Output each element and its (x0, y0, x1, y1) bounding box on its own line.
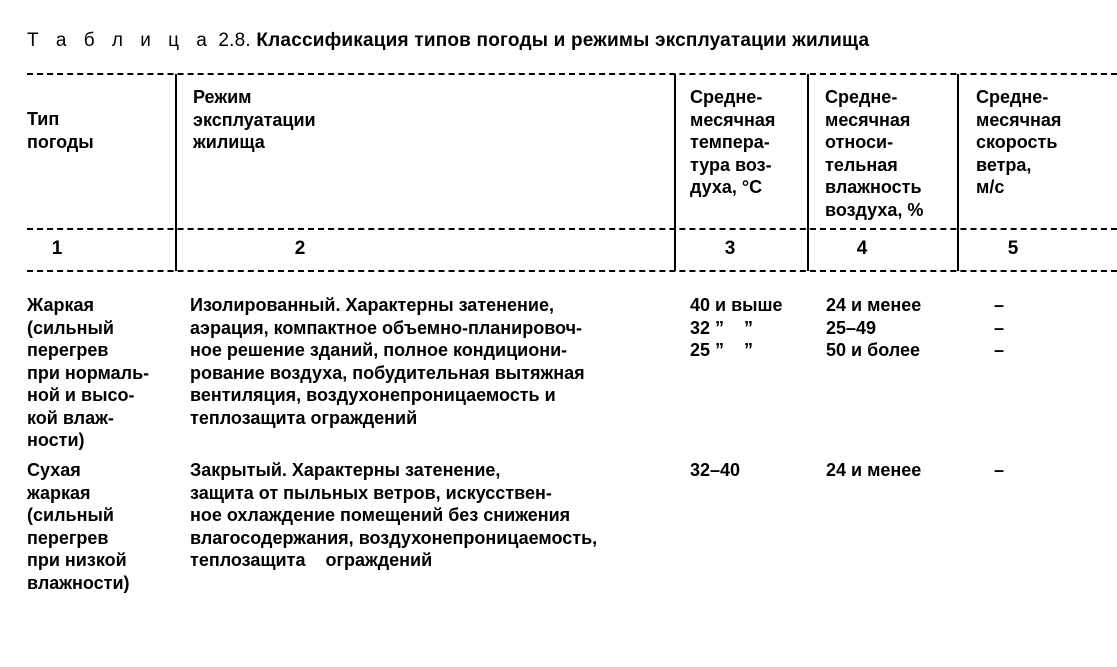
column-number: 4 (856, 238, 868, 259)
header-bottom-rule (27, 228, 1117, 230)
column-divider (957, 74, 959, 271)
table-top-rule (27, 73, 1117, 75)
caption-title: Классификация типов погоды и режимы эксплуатации жилища (256, 30, 870, 51)
row-1-wind-speed: – – – (994, 295, 1005, 360)
row-2-humidity: 24 и менее (826, 460, 922, 480)
header-operation-mode: Режим эксплуатации жилища (193, 87, 316, 152)
row-1-weather-type: Жаркая (сильный перегрев при нормаль- ной и высо- кой влаж- ности) (27, 295, 150, 450)
numbers-bottom-rule (27, 270, 1117, 272)
header-humidity: Средне- месячная относи- тельная влажность воздуха, % (825, 87, 924, 220)
column-divider (175, 74, 177, 271)
row-1-humidity: 24 и менее 25–49 50 и более (826, 295, 922, 360)
column-number: 5 (1007, 238, 1019, 259)
row-1-temperature: 40 и выше 32 ” ” 25 ” ” (690, 295, 783, 360)
row-2-weather-type: Сухая жаркая (сильный перегрев при низкой влажности) (27, 460, 130, 593)
column-number: 1 (51, 238, 63, 259)
caption-label: Т а б л и ц а (27, 30, 213, 51)
column-divider (807, 74, 809, 271)
header-temperature: Средне- месячная темпера- тура воз- духа, °С (690, 87, 776, 197)
column-number: 3 (724, 238, 736, 259)
header-weather-type: Тип погоды (27, 109, 94, 152)
header-wind-speed: Средне- месячная скорость ветра, м/с (976, 87, 1062, 197)
row-1-operation-mode: Изолированный. Характерны затенение, аэрация, компактное объемно-планировоч- ное решение зданий, полное кондициони- рование воздуха, побудительная вытяжная вентиляция, воздухонепроницаемость и теплозащита ограждений (190, 295, 585, 428)
column-number: 2 (294, 238, 306, 259)
row-2-wind-speed: – (994, 460, 1005, 480)
column-divider (674, 74, 676, 271)
table-caption (27, 30, 869, 52)
row-2-operation-mode: Закрытый. Характерны затенение, защита от пыльных ветров, искусствен- ное охлаждение помещений без снижения влагосодержания, воздухонепроницаемость, теплозащита ограждений (190, 460, 598, 570)
row-2-temperature: 32–40 (690, 460, 741, 480)
caption-number: 2.8. (218, 30, 251, 51)
